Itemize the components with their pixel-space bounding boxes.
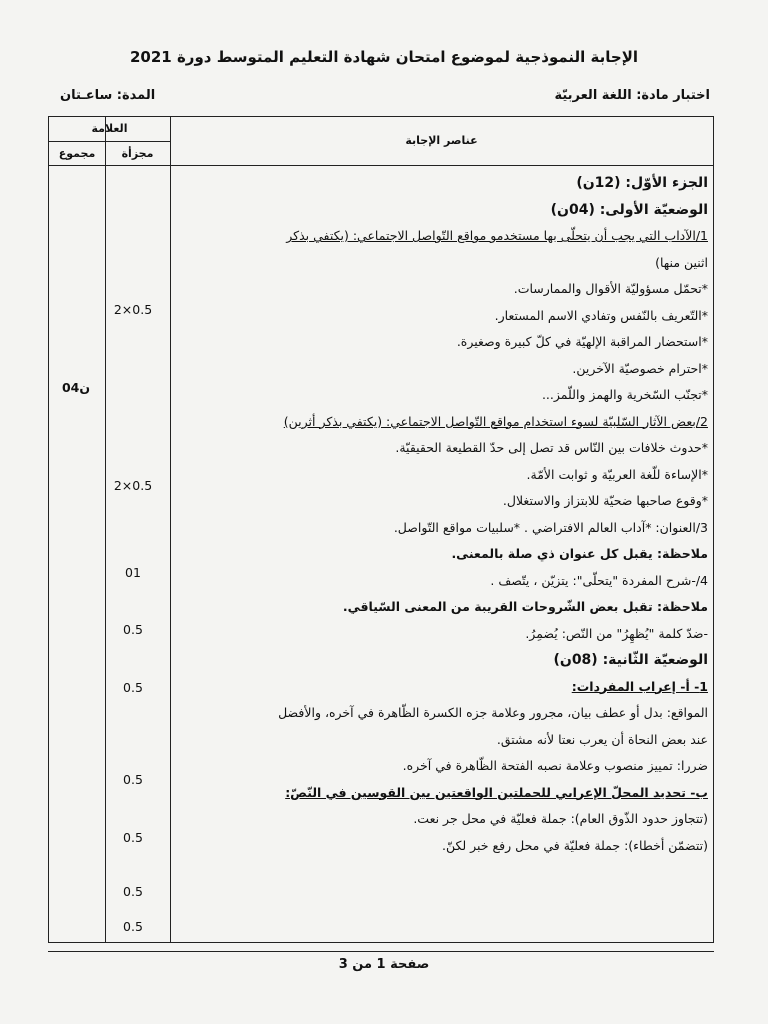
answer-line: 4/-شرح المفردة "يتحلّى": يتزيّن ، يتّصف . — [490, 572, 708, 588]
answer-line: *وقوع صاحبها ضحيّة للابتزاز والاستغلال. — [502, 493, 708, 508]
partial-mark: 0.5 — [123, 622, 143, 637]
total-mark: 04ن — [61, 380, 91, 395]
answer-line: *التّعريف بالنّفس وتفادي الاسم المستعار. — [494, 307, 708, 323]
page-title: الإجابة النموذجية لموضوع امتحان شهادة التعليم المتوسط دورة 2021 — [129, 48, 639, 66]
header-answer: عناصر الإجابة — [405, 134, 478, 147]
answer-line: (تتضمّن أخطاء): جملة فعليّة في محل رفع خبر لكنّ. — [441, 837, 708, 853]
answer-line: المواقع: بدل أو عطف بيان، مجرور وعلامة جزه الكسرة الظّاهرة في آخره، والأفضل — [278, 705, 708, 720]
answer-line: اثنين منها) — [655, 254, 708, 270]
col-divider — [105, 117, 106, 942]
situation-heading: الوضعيّة الثّانية: (08ن) — [553, 652, 708, 668]
partial-mark: 0.5 — [123, 830, 143, 845]
note-line: ملاحظة: يقبل كل عنوان ذي صلة بالمعنى. — [451, 546, 708, 561]
question-line: ب- تحديد المحلّ الإعرابي للجملتين الواقعتين بين القوسين في النّصّ: — [285, 784, 708, 800]
partial-mark: 0.5 — [123, 772, 143, 787]
page-number: صفحة 1 من 3 — [338, 957, 430, 972]
answer-line: *استحضار المراقبة الإلهيّة في كلّ كبيرة وصغيرة. — [456, 334, 708, 349]
partial-mark: 0.5 — [123, 680, 143, 695]
answer-line: *احترام خصوصيّة الآخرين. — [572, 360, 708, 376]
situation-heading: الوضعيّة الأولى: (04ن) — [550, 201, 708, 218]
part-heading: الجزء الأوّل: (12ن) — [576, 175, 708, 191]
answer-line: ضررا: تمييز منصوب وعلامة نصبه الفتحة الظّاهرة في آخره. — [402, 758, 708, 773]
answer-line: *تجنّب السّخرية والهمز واللّمز... — [541, 387, 708, 402]
answer-line: *حدوث خلافات بين النّاس قد تصل إلى حدّ القطيعة الحقيقيّة. — [395, 440, 708, 455]
duration-label: المدة: ساعـتان — [60, 88, 156, 103]
row-divider — [49, 141, 170, 142]
header-total: مجموع — [58, 147, 96, 160]
row-divider — [49, 165, 713, 166]
partial-mark: 0.5 — [123, 919, 143, 934]
footer-divider — [48, 951, 714, 952]
partial-mark: 2×0.5 — [113, 302, 153, 317]
answer-content — [170, 170, 708, 859]
answer-line: عند بعض النحاة أن يعرب نعتا لأنه مشتق. — [496, 731, 708, 747]
answer-line: 3/العنوان: *آداب العالم الافتراضي . *سلبيات مواقع التّواصل. — [393, 519, 708, 535]
answer-line: *تحمّل مسؤوليّة الأقوال والممارسات. — [513, 281, 708, 296]
header-partial: مجزأة — [121, 147, 154, 160]
header-mark: العلامة — [91, 122, 128, 135]
question-line: 2/بعض الآثار السّلبيّة لسوء استخدام مواقع التّواصل الاجتماعي: (يكتفي بذكر أثرين) — [283, 413, 708, 429]
answer-line: -ضدّ كلمة "يُظهِرُ" من النّص: يُضمِرُ. — [525, 625, 708, 641]
subject-line — [60, 88, 710, 103]
partial-mark: 2×0.5 — [113, 478, 153, 493]
question-line: 1/الآداب التي يجب أن يتحلّى بها مستخدمو مواقع التّواصل الاجتماعي: (يكتفي بذكر — [286, 228, 708, 243]
question-line: 1- أ- إعراب المفردات: — [571, 678, 708, 694]
note-line: ملاحظة: تقبل بعض الشّروحات القريبة من المعنى السّياقي. — [342, 599, 708, 614]
partial-mark: 01 — [125, 565, 141, 580]
partial-mark: 0.5 — [123, 884, 143, 899]
answer-line: *الإساءة للّغة العربيّة و ثوابت الأمّة. — [526, 466, 708, 482]
subject-label: اختبار مادة: اللغة العربيّة — [554, 88, 710, 103]
answer-line: (تتجاوز حدود الذّوق العام): جملة فعليّة في محل جر نعت. — [413, 811, 708, 826]
